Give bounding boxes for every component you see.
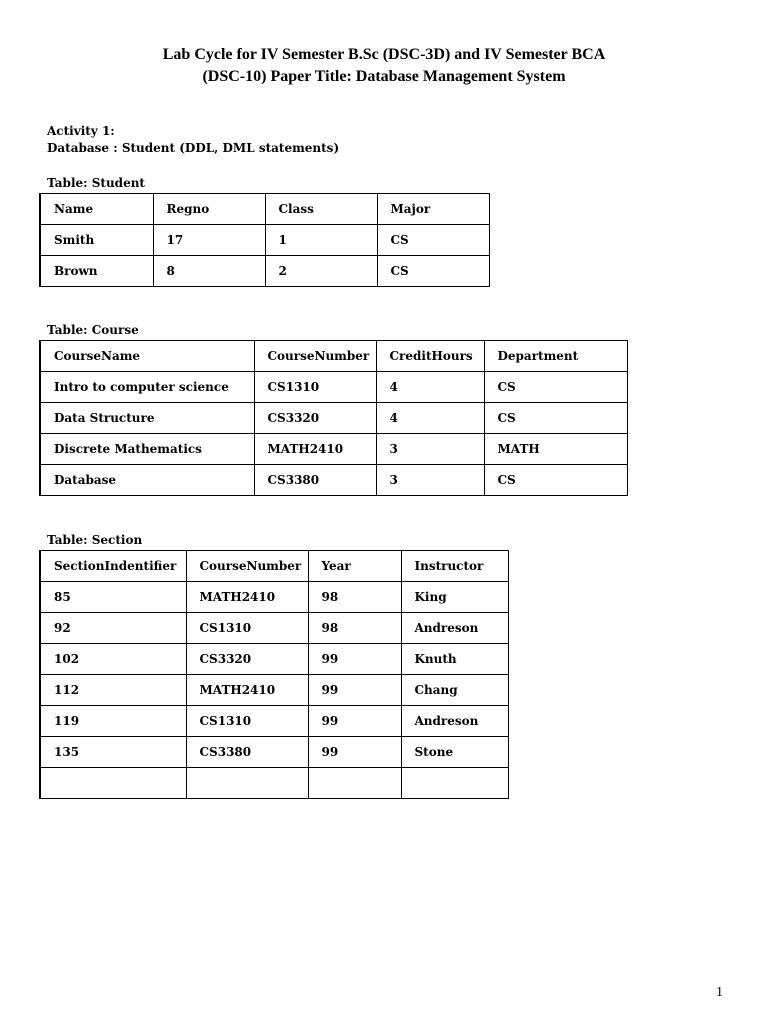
table-cell: 92 (40, 613, 186, 644)
table-row (40, 256, 489, 287)
table-row (40, 372, 627, 403)
table-row (40, 706, 508, 737)
table-row (40, 582, 508, 613)
column-header: CreditHours (376, 341, 484, 372)
table-cell (308, 768, 401, 799)
table-cell: King (401, 582, 508, 613)
database-description: Database : Student (DDL, DML statements) (47, 141, 340, 155)
table-cell: MATH2410 (186, 582, 308, 613)
table-cell: 4 (376, 372, 484, 403)
table-row (40, 613, 508, 644)
table-cell: 99 (308, 706, 401, 737)
table-cell: MATH2410 (186, 675, 308, 706)
table-cell: CS1310 (186, 613, 308, 644)
column-header: Department (484, 341, 627, 372)
student-table-caption: Table: Student (47, 176, 145, 190)
page-number: 1 (716, 985, 723, 1000)
table-row (40, 225, 489, 256)
table-cell: 112 (40, 675, 186, 706)
table-cell (40, 768, 186, 799)
table-cell: Discrete Mathematics (40, 434, 254, 465)
student-table (39, 193, 490, 287)
column-header: SectionIndentifier (40, 551, 186, 582)
table-cell: CS (484, 403, 627, 434)
table-cell: 4 (376, 403, 484, 434)
table-row (40, 434, 627, 465)
table-cell: 102 (40, 644, 186, 675)
table-cell: 3 (376, 465, 484, 496)
table-cell: CS1310 (186, 706, 308, 737)
table-cell: CS3380 (186, 737, 308, 768)
activity-label: Activity 1: (47, 124, 115, 138)
table-cell: CS1310 (254, 372, 376, 403)
table-header-row (40, 341, 627, 372)
document-title-line-1: Lab Cycle for IV Semester B.Sc (DSC-3D) and IV Semester BCA (162, 46, 606, 63)
column-header: Regno (153, 194, 265, 225)
section-table-caption: Table: Section (47, 533, 143, 547)
table-cell: 98 (308, 613, 401, 644)
table-cell: Smith (40, 225, 153, 256)
table-cell: 99 (308, 675, 401, 706)
table-header-row (40, 551, 508, 582)
column-header: Instructor (401, 551, 508, 582)
table-cell: Andreson (401, 706, 508, 737)
table-cell: CS3320 (186, 644, 308, 675)
course-table-caption: Table: Course (47, 323, 139, 337)
table-cell: 8 (153, 256, 265, 287)
table-row (40, 644, 508, 675)
table-cell: Intro to computer science (40, 372, 254, 403)
table-row (40, 403, 627, 434)
table-cell: MATH2410 (254, 434, 376, 465)
table-cell: Chang (401, 675, 508, 706)
table-cell: 17 (153, 225, 265, 256)
table-cell (186, 768, 308, 799)
table-cell: MATH (484, 434, 627, 465)
table-cell: Knuth (401, 644, 508, 675)
table-cell: 119 (40, 706, 186, 737)
table-row (40, 768, 508, 799)
table-cell: Andreson (401, 613, 508, 644)
table-cell: 1 (265, 225, 377, 256)
column-header: CourseNumber (186, 551, 308, 582)
table-cell: CS (377, 256, 489, 287)
table-cell: Stone (401, 737, 508, 768)
column-header: CourseNumber (254, 341, 376, 372)
table-cell: 99 (308, 644, 401, 675)
table-row (40, 737, 508, 768)
course-table (39, 340, 628, 496)
table-header-row (40, 194, 489, 225)
document-title-line-2: (DSC-10) Paper Title: Database Management System (202, 68, 566, 85)
table-cell: 2 (265, 256, 377, 287)
column-header: Class (265, 194, 377, 225)
table-cell (401, 768, 508, 799)
table-cell: 99 (308, 737, 401, 768)
table-cell: 85 (40, 582, 186, 613)
table-cell: 135 (40, 737, 186, 768)
section-table (39, 550, 509, 799)
table-row (40, 675, 508, 706)
table-row (40, 465, 627, 496)
table-cell: Brown (40, 256, 153, 287)
table-cell: CS (377, 225, 489, 256)
table-cell: CS3380 (254, 465, 376, 496)
column-header: Year (308, 551, 401, 582)
table-cell: Data Structure (40, 403, 254, 434)
column-header: Name (40, 194, 153, 225)
table-cell: Database (40, 465, 254, 496)
table-cell: CS (484, 465, 627, 496)
table-cell: 3 (376, 434, 484, 465)
column-header: Major (377, 194, 489, 225)
table-cell: CS (484, 372, 627, 403)
table-cell: 98 (308, 582, 401, 613)
column-header: CourseName (40, 341, 254, 372)
table-cell: CS3320 (254, 403, 376, 434)
